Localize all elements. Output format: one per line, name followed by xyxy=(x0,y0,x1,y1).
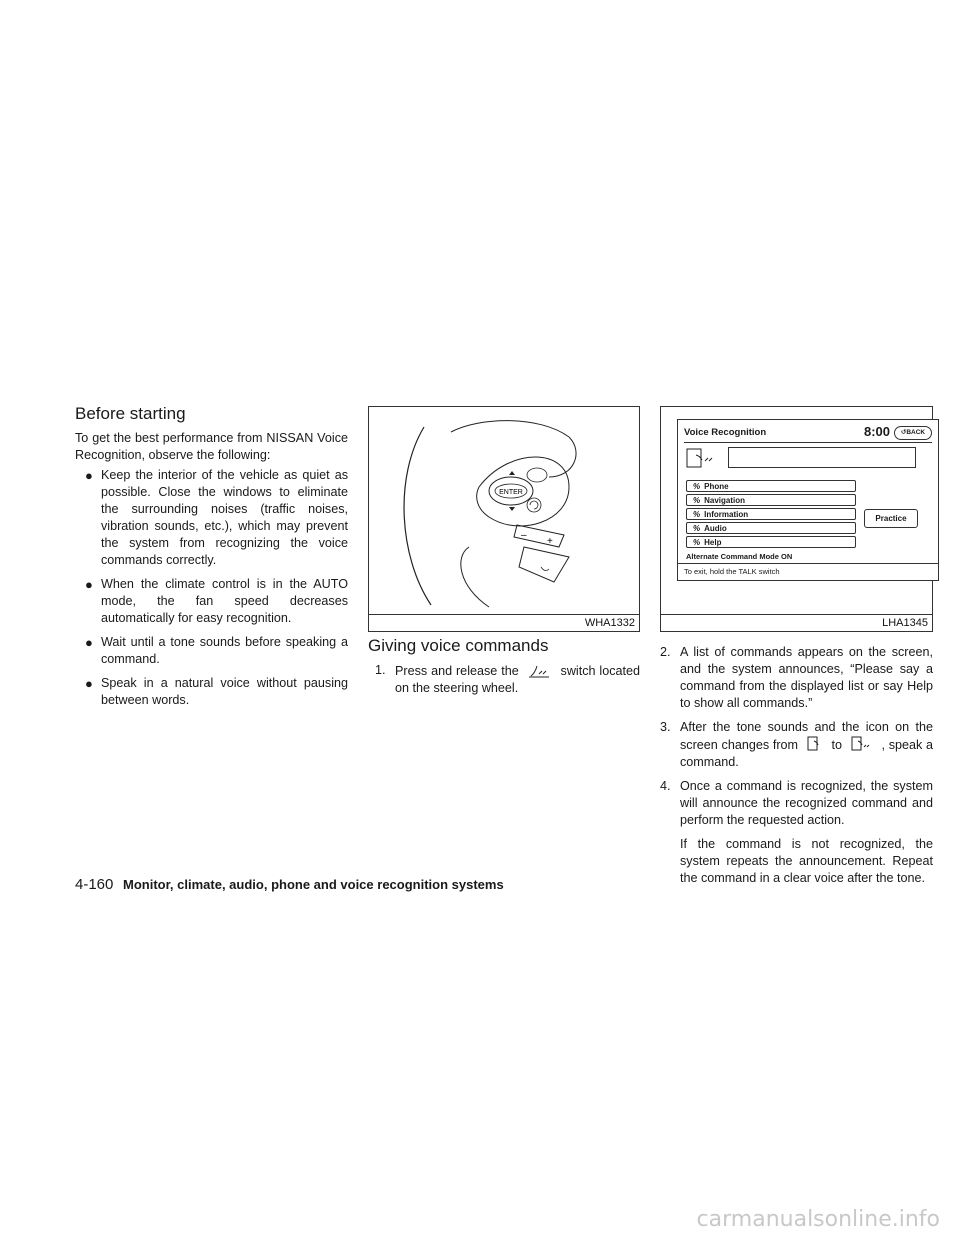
steering-wheel-figure xyxy=(368,406,640,632)
list-item: ● Speak in a natural voice without pausing between words. xyxy=(85,676,348,707)
bullet-icon: ● xyxy=(85,577,93,592)
giving-voice-commands-step1 xyxy=(375,662,640,704)
vr-item-audio[interactable]: % Audio xyxy=(686,522,856,534)
list-item: ● Keep the interior of the vehicle as quiet as possible. Close the windows to eliminate the surrounding noises (traffic noises, vibration sounds, etc.), which may prevent the system from recognizing the voice commands correctly. xyxy=(85,468,348,567)
page-footer xyxy=(75,876,504,893)
step-note: If the command is not recognized, the system repeats the announcement. Repeat the command in a clear voice after the tone. xyxy=(680,837,933,885)
voice-icon: % xyxy=(693,482,701,491)
enter-label: ENTER xyxy=(499,489,523,496)
voice-icon: % xyxy=(693,496,701,505)
vr-header xyxy=(684,425,932,441)
list-item: 3. After the tone sounds and the icon on the screen changes from to , speak a command. xyxy=(660,720,934,769)
figure-id-wha1332: WHA1332 xyxy=(584,617,635,629)
back-arrow-icon: ↺ xyxy=(900,429,907,436)
vr-title: Voice Recognition xyxy=(684,427,767,438)
bullet-icon: ● xyxy=(85,676,93,691)
vr-item-help[interactable]: % Help xyxy=(686,536,856,548)
talk-icon-idle xyxy=(806,736,824,752)
watermark: carmanualsonline.info xyxy=(696,1207,940,1232)
vr-practice-button[interactable]: Practice xyxy=(864,509,918,528)
voice-icon: % xyxy=(693,538,701,547)
talk-icon xyxy=(686,448,716,470)
steps-list xyxy=(660,644,933,887)
vr-exit-hint: To exit, hold the TALK switch xyxy=(684,567,780,576)
vr-display xyxy=(677,419,939,581)
vr-item-information[interactable]: % Information xyxy=(686,508,856,520)
vr-divider xyxy=(678,563,938,564)
vr-back-button[interactable]: ↺BACK xyxy=(894,426,932,440)
vr-mode-status: Alternate Command Mode ON xyxy=(686,552,793,561)
vr-item-phone[interactable]: % Phone xyxy=(686,480,856,492)
figure-id-lha1345: LHA1345 xyxy=(882,617,928,629)
talk-icon-listening xyxy=(850,736,874,752)
vr-divider xyxy=(684,442,932,443)
list-item: ● When the climate control is in the AUTO mode, the fan speed decreases automatically for easy recognition. xyxy=(85,577,348,625)
list-item: 1. Press and release the switch located on the steering wheel. xyxy=(375,663,641,695)
figure-caption-line xyxy=(369,614,639,615)
bullet-icon: ● xyxy=(85,468,93,483)
chapter-title: Monitor, climate, audio, phone and voice recognition systems xyxy=(123,877,504,892)
svg-text:+: + xyxy=(547,536,553,547)
list-item: 2. A list of commands appears on the screen, and the system announces, “Please say a command from the displayed list or say Help to show all commands.” xyxy=(660,645,933,710)
page-number: 4-160 xyxy=(75,876,114,893)
figure-caption-line xyxy=(661,614,932,615)
steering-wheel-illustration xyxy=(369,407,639,617)
list-item: ● Wait until a tone sounds before speaking a command. xyxy=(85,635,348,666)
talk-switch-icon xyxy=(527,662,553,678)
list-item: 4. Once a command is recognized, the system will announce the recognized command and perform the requested action. If the command is not recognized, the system repeats the announcement. Repeat the command in a clear voice after the tone. xyxy=(660,779,933,885)
intro-paragraph: To get the best performance from NISSAN Voice Recognition, observe the following: xyxy=(75,431,348,462)
section-title-before-starting: Before starting xyxy=(75,404,186,423)
voice-icon: % xyxy=(693,510,701,519)
tips-list xyxy=(75,467,348,709)
steps-list xyxy=(375,662,640,697)
vr-recognition-field xyxy=(728,447,916,468)
voice-recognition-screen-figure xyxy=(660,406,933,632)
vr-item-navigation[interactable]: % Navigation xyxy=(686,494,856,506)
bullet-icon: ● xyxy=(85,635,93,650)
voice-icon: % xyxy=(693,524,701,533)
svg-text:–: – xyxy=(521,530,527,541)
before-starting-body xyxy=(75,430,348,716)
giving-voice-commands-steps-continued xyxy=(660,644,933,894)
vr-clock: 8:00 xyxy=(863,424,890,439)
section-title-giving-voice-commands: Giving voice commands xyxy=(368,636,549,655)
